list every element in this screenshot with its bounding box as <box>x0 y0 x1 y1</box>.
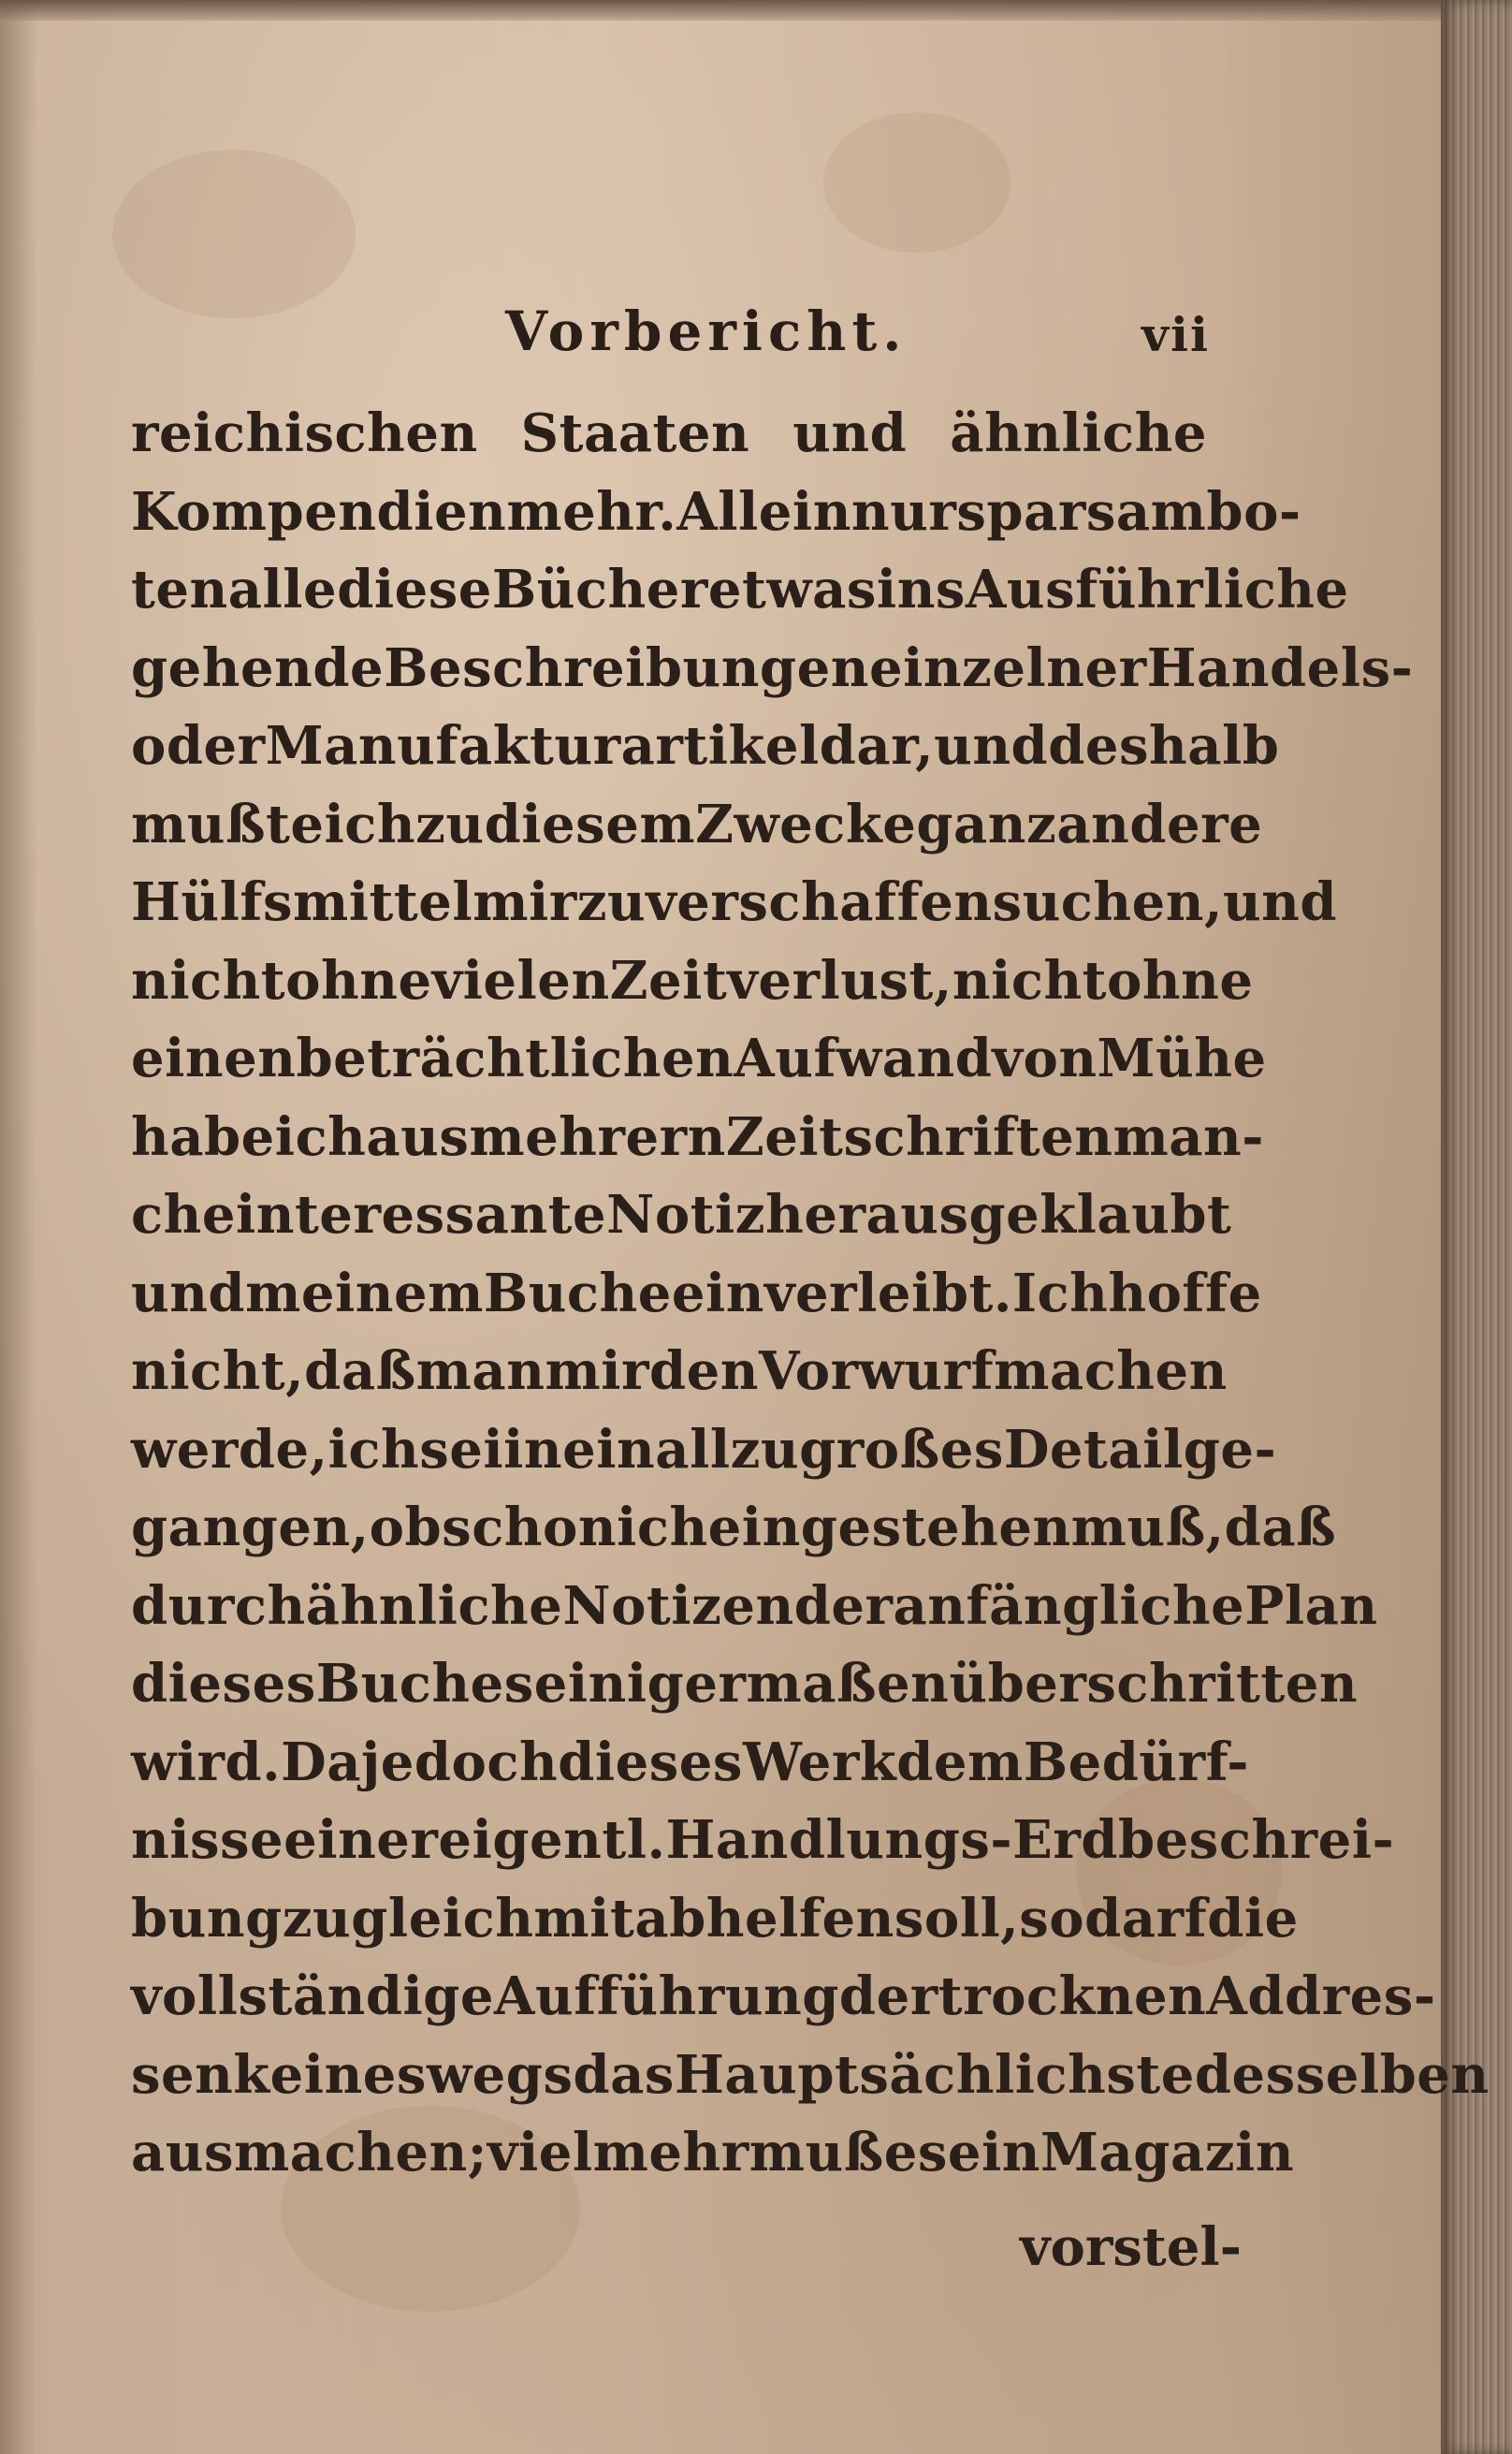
word: jedoch <box>361 1731 559 1793</box>
word: abhelfen <box>634 1887 894 1950</box>
word: bung <box>131 1887 283 1950</box>
word: daß <box>304 1340 416 1402</box>
word: anfängliche <box>893 1574 1245 1637</box>
word: ich <box>617 1497 708 1558</box>
word: Magazin <box>1040 2122 1295 2184</box>
word: ohne <box>285 949 432 1012</box>
text-line <box>131 636 1414 716</box>
word: beträchtlichen <box>296 1028 734 1089</box>
word: obschon <box>369 1497 618 1558</box>
word: und <box>1222 871 1338 933</box>
word: und <box>792 402 908 464</box>
word: Manufakturartikel <box>265 715 820 777</box>
text-line <box>131 1262 1262 1341</box>
word: mit <box>533 1887 635 1950</box>
word: mußte <box>131 793 325 855</box>
text-line <box>131 1028 1267 1106</box>
word: wird. <box>131 1731 282 1793</box>
word: Staaten <box>520 402 750 464</box>
page-number: vii <box>1141 307 1211 362</box>
word: eigentl. <box>438 1809 666 1871</box>
word: Mühe <box>1097 1028 1267 1089</box>
word: ähnliche <box>950 402 1207 464</box>
word: gangen, <box>131 1497 370 1558</box>
word: muß, <box>1070 1497 1225 1558</box>
word: ganz <box>916 793 1057 855</box>
word: hoffe <box>1108 1262 1262 1324</box>
word: habe <box>131 1105 275 1168</box>
word: mehrern <box>469 1105 726 1168</box>
word: durch <box>131 1574 306 1637</box>
word: ge- <box>1183 1418 1277 1481</box>
word: Zwecke <box>695 793 917 855</box>
word: Buche <box>483 1262 672 1324</box>
word: sparsam <box>956 480 1207 543</box>
word: mir <box>472 871 577 933</box>
word: Werk <box>742 1731 897 1793</box>
word: Notizen <box>562 1574 794 1637</box>
text-line <box>131 2043 1490 2123</box>
word: daß <box>1224 1497 1337 1558</box>
text-line <box>131 1965 1436 2044</box>
word: dar, <box>819 715 935 777</box>
word: Aufwand <box>734 1028 993 1089</box>
word: ten <box>131 559 228 621</box>
word: zu <box>576 871 647 933</box>
word: Allein <box>676 480 851 543</box>
word: geklaubt <box>968 1184 1232 1246</box>
word: Handels- <box>1146 636 1414 699</box>
word: ich <box>274 1105 367 1168</box>
text-line <box>131 1340 1228 1419</box>
word: desselben <box>1194 2043 1490 2106</box>
word: vollständige <box>131 1965 495 2027</box>
word: so <box>1019 1887 1085 1950</box>
word: muß <box>749 2122 884 2184</box>
text-line <box>131 1574 1378 1654</box>
running-head: Vorbericht. <box>505 299 908 363</box>
word: suchen, <box>992 871 1223 933</box>
word: Aufführung <box>494 1965 839 2027</box>
word: diese <box>337 559 492 621</box>
word: einen <box>131 1028 297 1089</box>
word: oder <box>131 715 266 777</box>
word: aus <box>366 1105 470 1168</box>
word: Hülfsmittel <box>131 871 473 933</box>
word: reichischen <box>131 402 478 464</box>
word: dem <box>896 1731 1024 1793</box>
word: Zeitschriften <box>725 1105 1113 1168</box>
word: Ausführliche <box>965 559 1349 621</box>
word: nicht <box>131 949 286 1012</box>
word: Plan <box>1244 1574 1378 1637</box>
text-line <box>131 480 1301 560</box>
word: vielmehr <box>487 2122 749 2184</box>
word: man- <box>1112 1105 1264 1168</box>
word: mir <box>545 1340 649 1402</box>
text-line <box>131 715 1280 794</box>
word: von <box>992 1028 1098 1089</box>
text-line <box>131 1887 1299 1966</box>
word: einverleibt. <box>671 1262 1012 1324</box>
word: Zeitverlust, <box>609 949 952 1012</box>
word: andere <box>1056 793 1263 855</box>
text-line <box>131 402 1207 481</box>
text-line <box>131 559 1349 637</box>
word: und <box>131 1262 246 1324</box>
word: Bedürf- <box>1023 1731 1249 1793</box>
word: alle <box>227 559 338 621</box>
word: etwas <box>707 559 877 621</box>
word: sei <box>419 1418 504 1481</box>
word: machen <box>994 1340 1228 1402</box>
word: heraus <box>765 1184 969 1246</box>
word: sen <box>131 2043 234 2106</box>
word: den <box>648 1340 759 1402</box>
word: keineswegs <box>233 2043 574 2106</box>
word: ein <box>562 1418 656 1481</box>
word: Bücher <box>491 559 708 621</box>
word: Hauptsächlichste <box>674 2043 1195 2106</box>
word: nisse <box>131 1809 284 1871</box>
word: Da <box>281 1731 361 1793</box>
word: meinem <box>245 1262 484 1324</box>
word: der <box>793 1574 894 1637</box>
word: und <box>934 715 1049 777</box>
word: ins <box>876 559 966 621</box>
word: darf <box>1084 1887 1208 1950</box>
word: das <box>573 2043 675 2106</box>
word: ein <box>947 2122 1041 2184</box>
word: Notiz <box>606 1184 766 1246</box>
page-top-edge <box>0 0 1512 21</box>
word: nicht, <box>131 1340 305 1402</box>
page-header <box>468 290 1216 374</box>
text-line <box>131 2122 1295 2200</box>
word: in <box>503 1418 563 1481</box>
word: Kompendien <box>131 480 507 543</box>
text-line <box>131 1184 1232 1263</box>
word: vielen <box>431 949 610 1012</box>
word: deshalb <box>1048 715 1280 777</box>
word: einigermaßen <box>533 1653 950 1715</box>
word: Handlungs-Erdbeschrei- <box>665 1809 1395 1871</box>
word: der <box>838 1965 938 2027</box>
word: ohne <box>1107 949 1254 1012</box>
word: bo- <box>1206 480 1301 543</box>
word: werde, <box>131 1418 328 1481</box>
word: Buches <box>315 1653 534 1715</box>
word: Beschreibungen <box>384 636 869 699</box>
word: dieses <box>558 1731 743 1793</box>
text-line <box>131 949 1254 1029</box>
word: trocknen <box>938 1965 1207 2027</box>
word: nur <box>850 480 957 543</box>
word: verschaffen <box>646 871 993 933</box>
text-line <box>131 1809 1395 1888</box>
text-line <box>131 871 1338 950</box>
word: zu <box>415 793 485 855</box>
word: Ich <box>1011 1262 1109 1324</box>
word: mehr. <box>506 480 677 543</box>
spine-shadow <box>0 0 37 2454</box>
body-text <box>131 402 1490 2200</box>
word: ich <box>324 793 416 855</box>
word: nicht <box>952 949 1108 1012</box>
text-line <box>131 1418 1277 1497</box>
word: ähnliche <box>305 1574 563 1637</box>
word: soll, <box>894 1887 1020 1950</box>
word: eingestehen <box>707 1497 1071 1558</box>
paper-stain <box>823 112 1010 253</box>
word: Addres- <box>1206 1965 1436 2027</box>
word: ich <box>327 1418 420 1481</box>
catchword: vorstel- <box>1020 2216 1242 2278</box>
word: überschritten <box>949 1653 1359 1715</box>
text-line <box>131 793 1263 872</box>
word: zugleich <box>282 1887 534 1950</box>
word: Detail <box>1003 1418 1184 1481</box>
word: ausmachen; <box>131 2122 487 2184</box>
text-line <box>131 1105 1264 1185</box>
word: einer <box>284 1809 439 1871</box>
word: es <box>883 2122 948 2184</box>
word: die <box>1207 1887 1299 1950</box>
word: interessante <box>235 1184 607 1246</box>
text-line <box>131 1497 1337 1575</box>
word: gehende <box>131 636 385 699</box>
paper-stain <box>112 150 356 318</box>
word: einzelner <box>868 636 1147 699</box>
text-line <box>131 1653 1359 1731</box>
word: Vorwurf <box>758 1340 995 1402</box>
word: che <box>131 1184 236 1246</box>
word: diesem <box>484 793 696 855</box>
word: allzugroßes <box>655 1418 1004 1481</box>
word: man <box>415 1340 545 1402</box>
word: dieses <box>131 1653 316 1715</box>
text-line <box>131 1731 1249 1810</box>
